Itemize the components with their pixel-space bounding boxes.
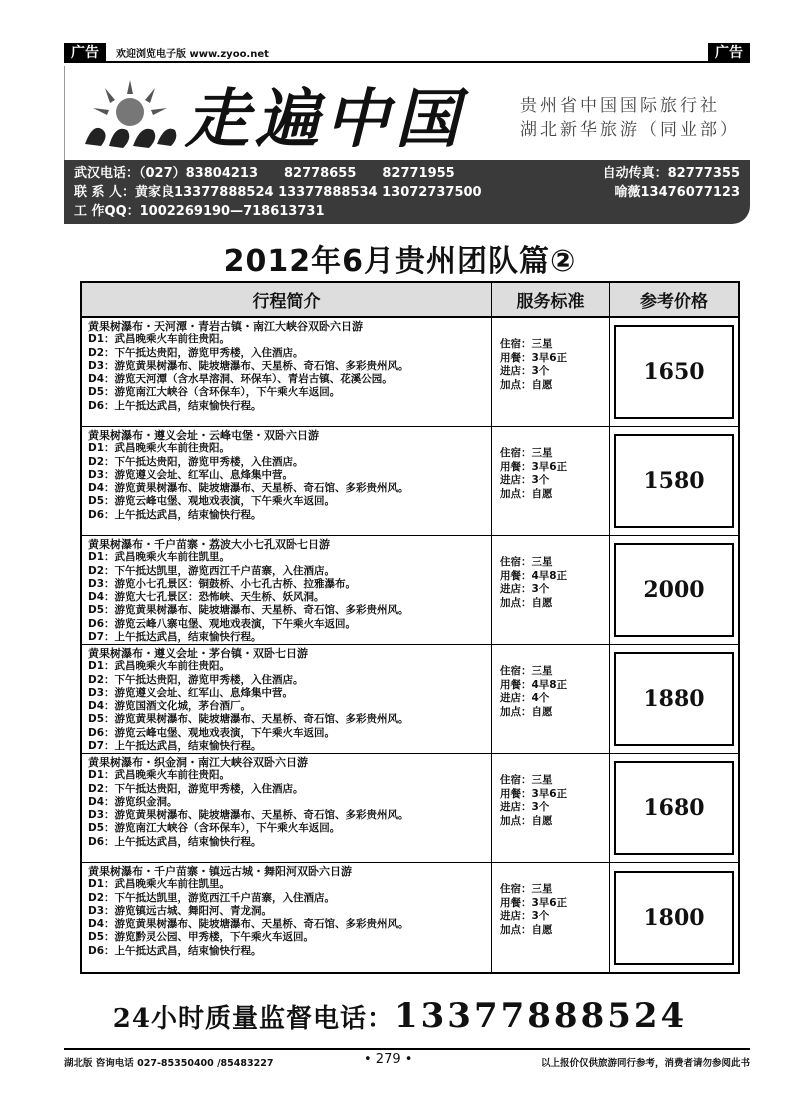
itinerary-day: D6：上午抵达武昌，结束愉快行程。 xyxy=(88,508,262,521)
itinerary-day: D2：下午抵达贵阳，游览甲秀楼，入住酒店。 xyxy=(88,455,304,468)
tour-name: 黄果树瀑布・遵义会址・茅台镇・双卧七日游 xyxy=(88,647,308,660)
service-item: 住宿：三星 xyxy=(500,447,553,459)
hotline-number: 13377888524 xyxy=(393,996,688,1036)
contact-people-2: 喻薇13476077123 xyxy=(614,185,740,200)
service-item: 进店：3个 xyxy=(500,910,550,922)
itinerary-day: D5：游览南江大峡谷（含环保车），下午乘火车返回。 xyxy=(88,822,341,835)
table-row xyxy=(82,754,738,863)
banner xyxy=(64,66,750,160)
itinerary-day: D4：游览大七孔景区：恐怖峡、天生桥、妖风洞。 xyxy=(88,591,325,604)
table-header xyxy=(82,283,738,318)
itinerary-day: D6：游览云峰八寨屯堡、观地戏表演，下午乘火车返回。 xyxy=(88,617,357,630)
itinerary-day: D5：游览云峰屯堡、观地戏表演，下午乘火车返回。 xyxy=(88,495,336,508)
itinerary-day: D6：游览云峰屯堡、观地戏表演，下午乘火车返回。 xyxy=(88,726,336,739)
itinerary-cell xyxy=(82,863,492,972)
tour-name: 黄果树瀑布・千户苗寨・镇远古城・舞阳河双卧六日游 xyxy=(88,865,352,878)
service-item: 住宿：三星 xyxy=(500,883,553,895)
price-value: 2000 xyxy=(614,543,734,637)
table-row xyxy=(82,536,738,645)
footer-disclaimer: 以上报价仅供旅游同行参考，消费者请勿参阅此书 xyxy=(540,1058,750,1069)
itinerary-day: D7：上午抵达武昌，结束愉快行程。 xyxy=(88,740,262,753)
footer-contact: 湖北版 咨询电话 027-85350400 /85483227 xyxy=(64,1058,274,1069)
service-item: 用餐：3早6正 xyxy=(500,896,568,909)
header-price: 参考价格 xyxy=(640,292,708,312)
ad-tag-left: 广告 xyxy=(64,43,106,63)
itinerary-day: D3：游览遵义会址、红军山、息烽集中营。 xyxy=(88,686,294,699)
service-item: 加点：自愿 xyxy=(500,378,553,391)
itinerary-day: D1：武昌晚乘火车前往贵阳。 xyxy=(88,660,231,673)
tour-table xyxy=(80,281,740,974)
service-item: 住宿：三星 xyxy=(500,338,553,350)
tour-name: 黄果树瀑布・织金洞・南江大峡谷双卧六日游 xyxy=(88,756,308,769)
service-item: 进店：3个 xyxy=(500,801,550,813)
brand-logo-text: 走遍中国 xyxy=(185,82,465,157)
contact-qq: 工 作QQ：1002269190—718613731 xyxy=(74,204,325,219)
price-cell xyxy=(610,863,738,972)
service-item: 进店：3个 xyxy=(500,583,550,595)
itinerary-day: D5：游览黄果树瀑布、陡坡塘瀑布、天星桥、奇石馆、多彩贵州风。 xyxy=(88,713,409,726)
contact-people: 联 系 人：黄家良13377888524 13377888534 13072737500 xyxy=(74,185,482,200)
agency-line-1: 贵州省中国国际旅行社 xyxy=(520,96,720,116)
service-item: 用餐：3早6正 xyxy=(500,787,568,800)
price-cell xyxy=(610,318,738,426)
service-item: 进店：3个 xyxy=(500,474,550,486)
price-value: 1650 xyxy=(614,325,734,419)
itinerary-day: D5：游览黄果树瀑布、陡坡塘瀑布、天星桥、奇石馆、多彩贵州风。 xyxy=(88,604,409,617)
table-row xyxy=(82,427,738,536)
itinerary-cell xyxy=(82,754,492,862)
service-cell xyxy=(492,536,610,644)
itinerary-day: D2：下午抵达凯里，游览西江千户苗寨，入住酒店。 xyxy=(88,564,336,577)
itinerary-cell xyxy=(82,536,492,644)
tour-name: 黄果树瀑布・天河潭・青岩古镇・南江大峡谷双卧六日游 xyxy=(88,320,363,333)
service-item: 用餐：4早8正 xyxy=(500,569,568,582)
price-cell xyxy=(610,645,738,753)
price-value: 1580 xyxy=(614,434,734,528)
tour-name: 黄果树瀑布・遵义会址・云峰屯堡・双卧六日游 xyxy=(88,429,319,442)
service-item: 加点：自愿 xyxy=(500,487,553,500)
top-bar xyxy=(64,43,750,63)
welcome-text[interactable]: 欢迎浏览电子版 www.zyoo.net xyxy=(116,49,269,60)
itinerary-day: D3：游览黄果树瀑布、陡坡塘瀑布、天星桥、奇石馆、多彩贵州风。 xyxy=(88,809,409,822)
itinerary-day: D4：游览国酒文化城，茅台酒厂。 xyxy=(88,700,252,713)
itinerary-cell xyxy=(82,427,492,535)
itinerary-day: D4：游览黄果树瀑布、陡坡塘瀑布、天星桥、奇石馆、多彩贵州风。 xyxy=(88,918,409,931)
header-itinerary: 行程简介 xyxy=(82,283,492,316)
price-value: 1880 xyxy=(614,652,734,746)
itinerary-day: D2：下午抵达贵阳，游览甲秀楼，入住酒店。 xyxy=(88,673,304,686)
service-cell xyxy=(492,754,610,862)
service-item: 用餐：4早8正 xyxy=(500,678,568,691)
itinerary-day: D4：游览织金洞。 xyxy=(88,795,178,808)
table-row xyxy=(82,318,738,427)
ad-tag-right: 广告 xyxy=(708,43,750,63)
service-item: 住宿：三星 xyxy=(500,665,553,677)
service-item: 住宿：三星 xyxy=(500,774,553,786)
itinerary-cell xyxy=(82,318,492,426)
itinerary-day: D3：游览遵义会址、红军山、息烽集中营。 xyxy=(88,468,294,481)
service-item: 加点：自愿 xyxy=(500,705,553,718)
page-number: • 279 • xyxy=(364,1052,413,1067)
itinerary-day: D6：上午抵达武昌，结束愉快行程。 xyxy=(88,835,262,848)
service-cell xyxy=(492,645,610,753)
service-item: 加点：自愿 xyxy=(500,596,553,609)
price-value: 1800 xyxy=(614,871,734,965)
itinerary-day: D5：游览南江大峡谷（含环保车），下午乘火车返回。 xyxy=(88,386,341,399)
contact-fax: 自动传真：82777355 xyxy=(602,166,740,181)
itinerary-day: D3：游览小七孔景区：铜鼓桥、小七孔古桥、拉雅瀑布。 xyxy=(88,577,357,590)
itinerary-day: D2：下午抵达贵阳，游览甲秀楼，入住酒店。 xyxy=(88,346,304,359)
footer xyxy=(64,1048,750,1069)
itinerary-day: D1：武昌晚乘火车前往贵阳。 xyxy=(88,442,231,455)
itinerary-day: D5：游览黔灵公园、甲秀楼，下午乘火车返回。 xyxy=(88,931,315,944)
header-service: 服务标准 xyxy=(492,283,610,316)
itinerary-day: D1：武昌晚乘火车前往贵阳。 xyxy=(88,769,231,782)
price-cell xyxy=(610,536,738,644)
agency-name xyxy=(520,94,740,142)
itinerary-day: D4：游览黄果树瀑布、陡坡塘瀑布、天星桥、奇石馆、多彩贵州风。 xyxy=(88,482,409,495)
sun-dancers-logo-icon xyxy=(75,74,185,154)
tour-name: 黄果树瀑布・千户苗寨・荔波大小七孔双卧七日游 xyxy=(88,538,330,551)
service-item: 进店：4个 xyxy=(500,692,550,704)
itinerary-day: D3：游览镇远古城、舞阳河、青龙洞。 xyxy=(88,904,273,917)
itinerary-day: D2：下午抵达贵阳，游览甲秀楼，入住酒店。 xyxy=(88,782,304,795)
itinerary-cell xyxy=(82,645,492,753)
table-row xyxy=(82,863,738,972)
price-value: 1680 xyxy=(614,761,734,855)
service-item: 用餐：3早6正 xyxy=(500,460,568,473)
itinerary-day: D1：武昌晚乘火车前往贵阳。 xyxy=(88,333,231,346)
itinerary-day: D1：武昌晚乘火车前往凯里。 xyxy=(88,878,231,891)
itinerary-day: D4：游览天河潭（含水旱溶洞、环保车）、青岩古镇、花溪公园。 xyxy=(88,373,393,386)
service-item: 用餐：3早6正 xyxy=(500,351,568,364)
hotline-label: 24小时质量监督电话： xyxy=(112,1004,394,1034)
service-item: 进店：3个 xyxy=(500,365,550,377)
contact-phone: 武汉电话：（027）83804213 82778655 82771955 xyxy=(74,166,455,181)
quality-hotline xyxy=(0,996,800,1036)
page-title: 2012年6月贵州团队篇② xyxy=(223,244,577,279)
service-item: 加点：自愿 xyxy=(500,923,553,936)
itinerary-day: D7：上午抵达武昌，结束愉快行程。 xyxy=(88,631,262,644)
service-cell xyxy=(492,318,610,426)
agency-line-2: 湖北新华旅游（同业部） xyxy=(520,120,740,140)
itinerary-day: D1：武昌晚乘火车前往凯里。 xyxy=(88,551,231,564)
contact-panel xyxy=(64,160,750,224)
price-cell xyxy=(610,427,738,535)
service-cell xyxy=(492,427,610,535)
service-item: 加点：自愿 xyxy=(500,814,553,827)
table-row xyxy=(82,645,738,754)
service-item: 住宿：三星 xyxy=(500,556,553,568)
itinerary-day: D6：上午抵达武昌，结束愉快行程。 xyxy=(88,399,262,412)
itinerary-day: D2：下午抵达凯里，游览西江千户苗寨，入住酒店。 xyxy=(88,891,336,904)
itinerary-day: D6：上午抵达武昌，结束愉快行程。 xyxy=(88,944,262,957)
price-cell xyxy=(610,754,738,862)
itinerary-day: D3：游览黄果树瀑布、陡坡塘瀑布、天星桥、奇石馆、多彩贵州风。 xyxy=(88,359,409,372)
service-cell xyxy=(492,863,610,972)
